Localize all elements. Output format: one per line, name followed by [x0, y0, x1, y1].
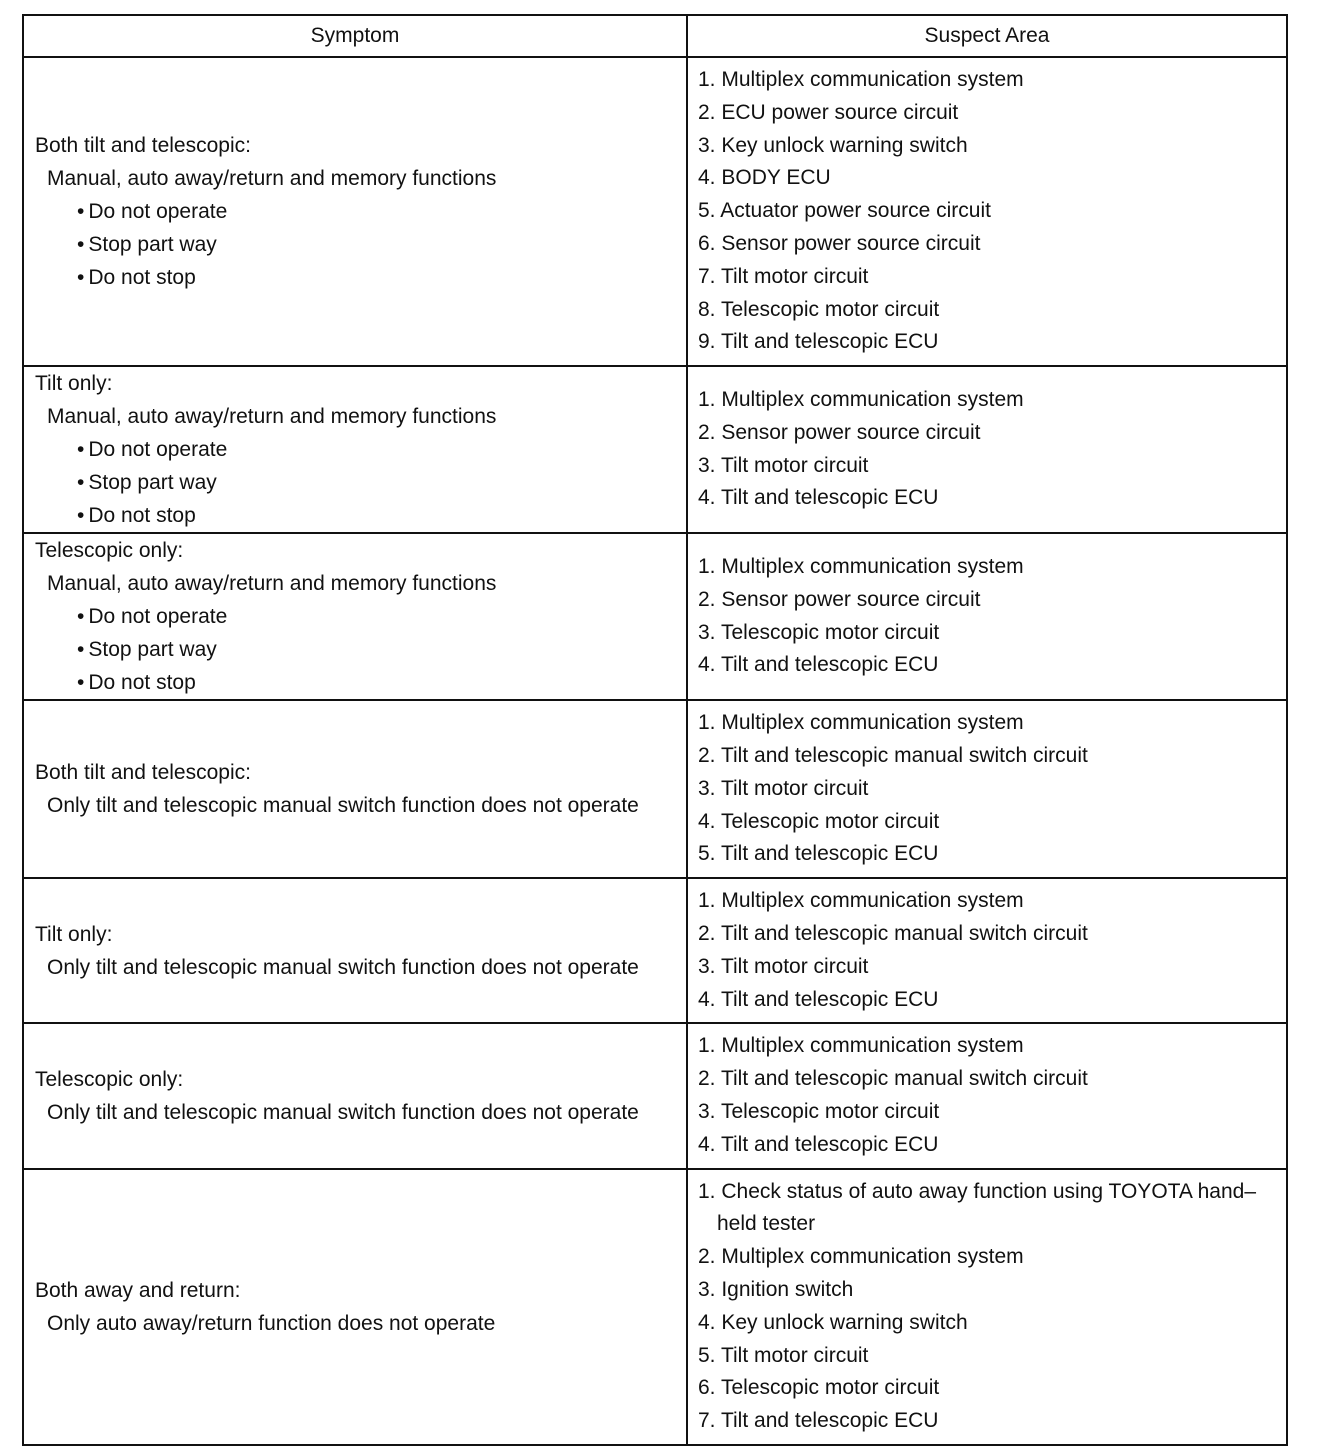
header-symptom: Symptom	[23, 15, 687, 57]
symptom-detail: Manual, auto away/return and memory functions	[47, 405, 497, 429]
symptom-table	[22, 14, 1288, 1446]
symptom-bullet: • Stop part way	[35, 466, 686, 499]
table-row	[23, 1023, 1287, 1168]
table-body	[23, 57, 1287, 1445]
symptom-detail: Only tilt and telescopic manual switch function does not operate	[47, 1100, 639, 1124]
table-row	[23, 533, 1287, 700]
suspect-area-item: 4. Tilt and telescopic ECU	[698, 653, 939, 677]
header-suspect-area: Suspect Area	[687, 15, 1287, 57]
suspect-area-item: 3. Ignition switch	[698, 1277, 854, 1301]
symptom-bullet: • Do not stop	[35, 499, 686, 532]
suspect-area-item: 1. Multiplex communication system	[698, 889, 1024, 913]
suspect-area-cell	[687, 1023, 1287, 1168]
suspect-area-item: 3. Telescopic motor circuit	[698, 620, 940, 644]
symptom-title: Telescopic only:	[35, 539, 184, 563]
suspect-area-item: 2. Multiplex communication system	[698, 1245, 1024, 1269]
symptom-bullet: • Do not operate	[35, 433, 686, 466]
symptom-title: Both tilt and telescopic:	[35, 761, 251, 785]
table-row	[23, 878, 1287, 1023]
symptom-text	[24, 129, 686, 294]
suspect-area-item: 6. Telescopic motor circuit	[698, 1376, 940, 1400]
symptom-cell	[23, 533, 687, 700]
suspect-area-item: 4. Key unlock warning switch	[698, 1310, 968, 1334]
symptom-title: Tilt only:	[35, 372, 113, 396]
table-row	[23, 366, 1287, 533]
header-row	[23, 15, 1287, 57]
suspect-area-item: 3. Tilt motor circuit	[698, 453, 869, 477]
suspect-area-list	[688, 58, 1286, 365]
suspect-area-item: 8. Telescopic motor circuit	[698, 297, 940, 321]
symptom-detail: Only tilt and telescopic manual switch function does not operate	[47, 794, 639, 818]
symptom-detail: Manual, auto away/return and memory functions	[47, 167, 497, 191]
suspect-area-item: 4. Telescopic motor circuit	[698, 809, 940, 833]
suspect-area-item: 1. Multiplex communication system	[698, 1034, 1024, 1058]
suspect-area-item: 4. Tilt and telescopic ECU	[698, 987, 939, 1011]
suspect-area-item: 1. Multiplex communication system	[698, 388, 1024, 412]
suspect-area-cell	[687, 533, 1287, 700]
suspect-area-item: 2. Tilt and telescopic manual switch circuit	[698, 743, 1088, 767]
symptom-cell	[23, 1023, 687, 1168]
suspect-area-item: 6. Sensor power source circuit	[698, 231, 981, 255]
suspect-area-item: 3. Tilt motor circuit	[698, 776, 869, 800]
symptom-bullet: • Do not operate	[35, 600, 686, 633]
suspect-area-item: 1. Multiplex communication system	[698, 68, 1024, 91]
suspect-area-item: 7. Tilt motor circuit	[698, 264, 869, 288]
suspect-area-item: 4. Tilt and telescopic ECU	[698, 1132, 939, 1156]
suspect-area-item: 1. Check status of auto away function using TOYOTA hand–held tester	[698, 1179, 1256, 1236]
table-row	[23, 700, 1287, 878]
suspect-area-item: 4. BODY ECU	[698, 166, 831, 190]
symptom-text	[24, 756, 686, 822]
symptom-cell	[23, 57, 687, 366]
suspect-area-cell	[687, 57, 1287, 366]
symptom-title: Telescopic only:	[35, 1067, 184, 1091]
table-row	[23, 1169, 1287, 1445]
symptom-bullet: • Do not operate	[35, 195, 686, 228]
symptom-text	[24, 534, 686, 699]
suspect-area-cell	[687, 700, 1287, 878]
suspect-area-item: 5. Tilt motor circuit	[698, 1343, 869, 1367]
suspect-area-item: 2. Sensor power source circuit	[698, 420, 981, 444]
symptom-detail: Only tilt and telescopic manual switch function does not operate	[47, 955, 639, 979]
suspect-area-item: 5. Tilt and telescopic ECU	[698, 842, 939, 866]
suspect-area-list	[688, 701, 1286, 877]
suspect-area-item: 3. Tilt motor circuit	[698, 954, 869, 978]
symptom-text	[24, 918, 686, 984]
symptom-title: Both away and return:	[35, 1278, 241, 1302]
symptom-cell	[23, 1169, 687, 1445]
suspect-area-item: 2. Sensor power source circuit	[698, 587, 981, 611]
suspect-area-item: 1. Multiplex communication system	[698, 555, 1024, 579]
symptom-cell	[23, 878, 687, 1023]
suspect-area-list	[688, 1024, 1286, 1167]
symptom-bullet: • Do not stop	[35, 666, 686, 699]
symptom-text	[24, 1063, 686, 1129]
suspect-area-list	[688, 545, 1286, 688]
suspect-area-item: 9. Tilt and telescopic ECU	[698, 330, 939, 354]
suspect-area-item: 4. Tilt and telescopic ECU	[698, 486, 939, 510]
suspect-area-item: 1. Multiplex communication system	[698, 711, 1024, 735]
symptom-text	[24, 1274, 686, 1340]
symptom-title: Tilt only:	[35, 922, 113, 946]
suspect-area-item: 2. Tilt and telescopic manual switch circuit	[698, 1067, 1088, 1091]
suspect-area-item: 3. Key unlock warning switch	[698, 133, 968, 157]
symptom-bullet: • Stop part way	[35, 228, 686, 261]
suspect-area-item: 5. Actuator power source circuit	[698, 199, 991, 223]
symptom-detail: Only auto away/return function does not operate	[47, 1311, 496, 1335]
symptom-title: Both tilt and telescopic:	[35, 134, 251, 158]
suspect-area-cell	[687, 366, 1287, 533]
symptom-bullet: • Stop part way	[35, 633, 686, 666]
suspect-area-cell	[687, 1169, 1287, 1445]
symptom-bullet: • Do not stop	[35, 261, 686, 294]
table-row	[23, 57, 1287, 366]
suspect-area-list	[688, 1170, 1286, 1444]
symptom-text	[24, 367, 686, 532]
suspect-area-list	[688, 378, 1286, 521]
symptom-detail: Manual, auto away/return and memory functions	[47, 572, 497, 596]
suspect-area-item: 7. Tilt and telescopic ECU	[698, 1409, 939, 1433]
suspect-area-item: 3. Telescopic motor circuit	[698, 1099, 940, 1123]
suspect-area-item: 2. Tilt and telescopic manual switch circuit	[698, 921, 1088, 945]
suspect-area-cell	[687, 878, 1287, 1023]
suspect-area-item: 2. ECU power source circuit	[698, 100, 959, 124]
symptom-cell	[23, 700, 687, 878]
suspect-area-list	[688, 879, 1286, 1022]
symptom-cell	[23, 366, 687, 533]
